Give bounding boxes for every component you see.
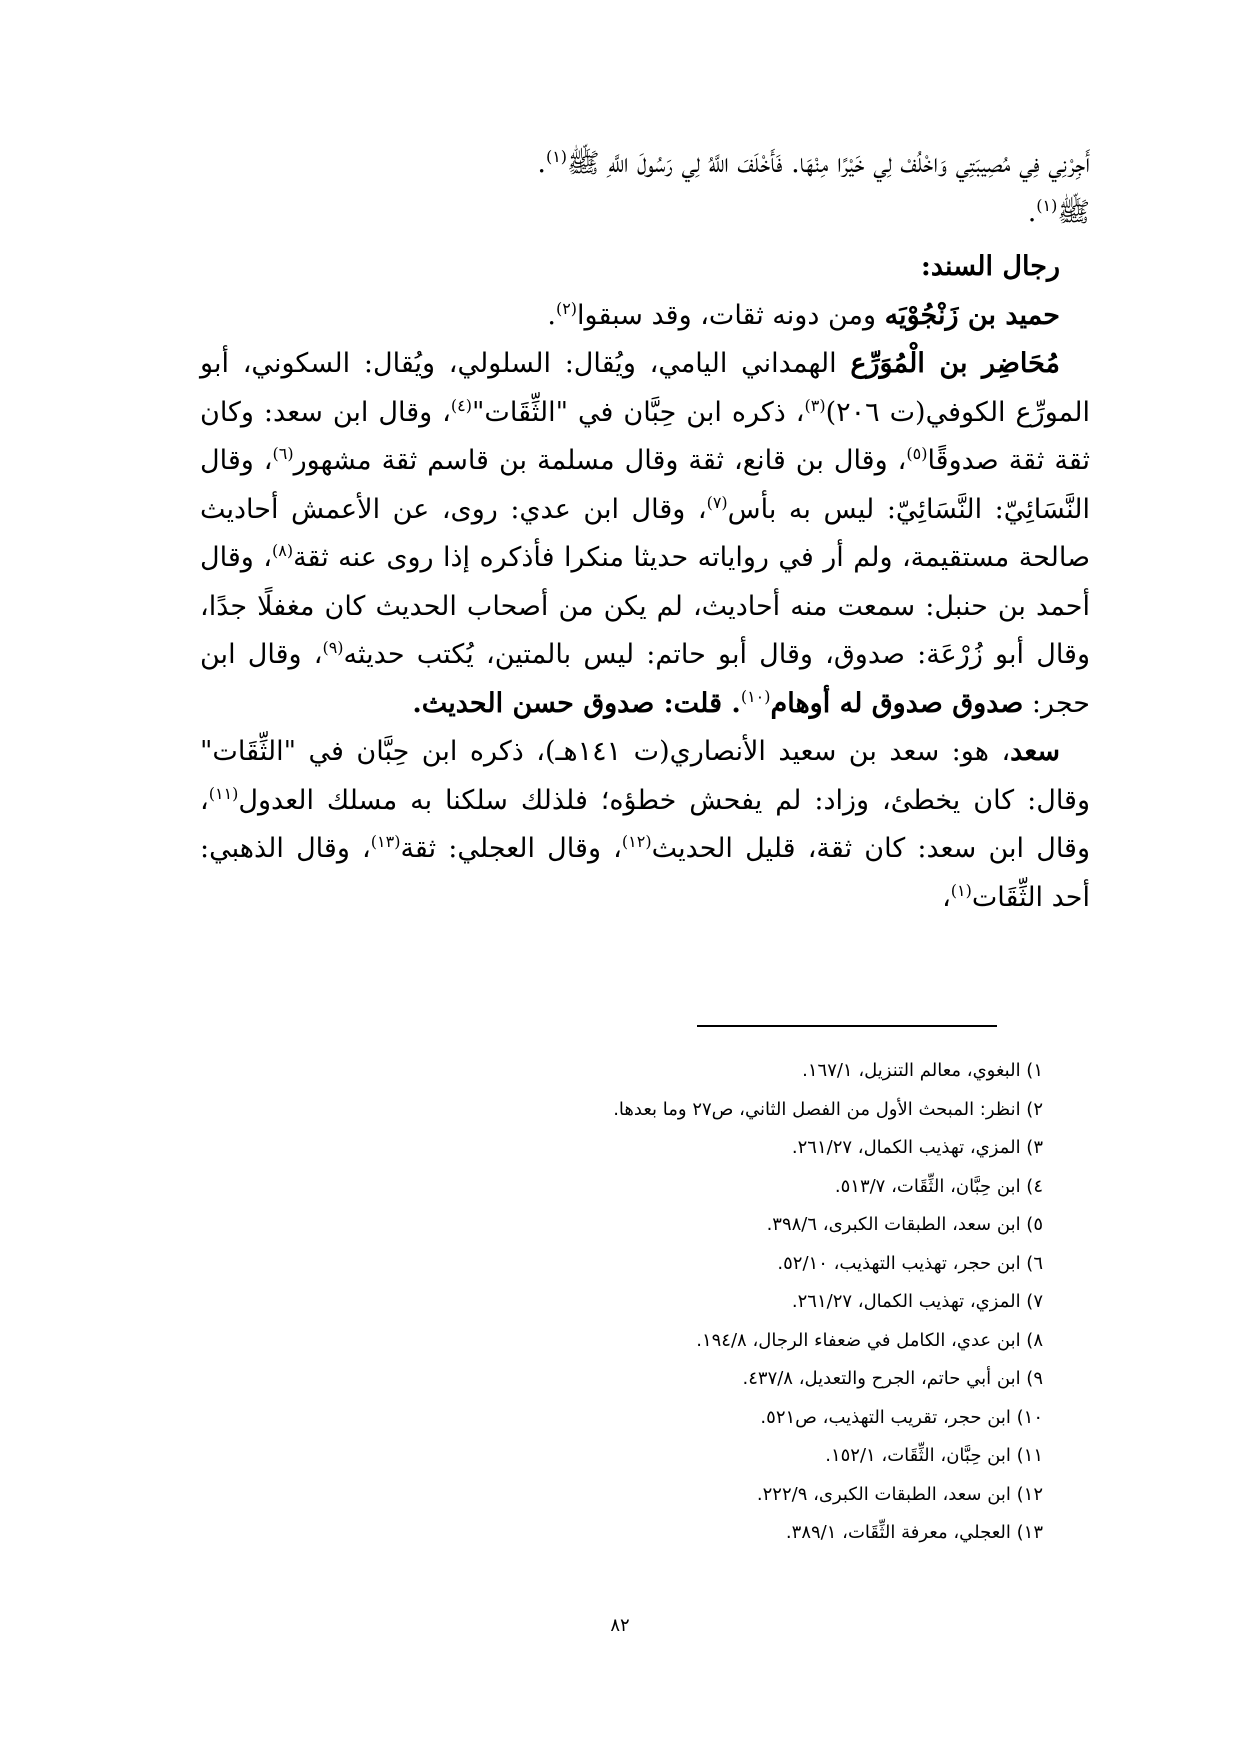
narrator-name: مُحَاضِر بن الْمُوَرِّع [850, 348, 1060, 379]
footnote-separator [697, 1025, 997, 1027]
narrator-name: حميد بن زَنْجُوْيَه [884, 299, 1060, 331]
footnote-ref: (١٠) [740, 686, 771, 706]
footnote-ref: (٦) [272, 444, 294, 463]
paragraph-text: ، وقال أحمد بن حنبل: سمعت منه أحاديث، لم يكن من أصحاب الحديث كان مغفلًا جدًا، وقال أبو زُرْعَة: صدوق، وقال أبو حاتم: ليس بالمتين، يُكتب حديثه [200, 542, 1090, 670]
paragraph-text: ، وقال ابن عدي: روى، عن الأعمش أحاديث صالحة مستقيمة، ولم أر في رواياته حديثا منكرا فأذكره إذا روى عنه ثقة [200, 493, 1090, 573]
footnote-ref: (٥) [906, 444, 928, 463]
punctuation: . [547, 299, 556, 331]
footnote-ref: (٢) [555, 298, 578, 318]
footnote-item: ٢) انظر: المبحث الأول من الفصل الثاني، ص٢٧ وما بعدها. [613, 1098, 1043, 1120]
footnote-ref: (١) [1036, 195, 1058, 215]
paragraph-text: ، وقال ابن حجر: [200, 639, 1090, 719]
paragraph-muhadir [200, 340, 1090, 728]
paragraph-text: الهمداني اليامي، ويُقال: السلولي، ويُقال: السكوني، أبو المورِّع الكوفي(ت ٢٠٦) [200, 348, 1090, 428]
narrator-name: سعد [1010, 736, 1060, 767]
footnote-item: ٨) ابن عدي، الكامل في ضعفاء الرجال، ١٩٤/٨. [696, 1329, 1043, 1351]
punctuation: ، [942, 881, 951, 913]
paragraph-text: ، وقال الذهبي: أحد الثِّقَات [200, 833, 1090, 913]
footnote-item: ١٣) العجلي، معرفة الثِّقَات، ٣٨٩/١. [785, 1522, 1043, 1543]
section-heading: رجال السند: [920, 251, 1060, 282]
paragraph-humaid [200, 292, 1090, 341]
footnote-item: ١٢) ابن سعد، الطبقات الكبرى، ٢٢٢/٩. [756, 1483, 1043, 1505]
page-number: ٨٢ [610, 1615, 630, 1636]
footnote-item: ١) البغوي، معالم التنزيل، ١٦٧/١. [802, 1060, 1043, 1081]
salutation-glyph: ﷺ [1057, 196, 1090, 228]
punctuation: . [537, 148, 546, 179]
footnote-ref: (٤) [450, 395, 472, 415]
footnotes-list [243, 1052, 1043, 1553]
footnote-item: ١١) ابن حِبَّان، الثِّقَات، ١٥٢/١. [825, 1445, 1043, 1466]
footnote-item: ٦) ابن حجر، تهذيب التهذيب، ٥٢/١٠. [777, 1252, 1043, 1274]
paragraph-text: ، وقال العجلي: ثقة [400, 833, 622, 864]
verdict-text: صدوق صدوق له أوهام [770, 687, 1024, 719]
paragraph-text: ، وقال النَّسَائِيّ: النَّسَائِيّ: ليس به بأس [200, 445, 1090, 525]
main-text [200, 140, 1090, 922]
footnote-ref: (١) [950, 880, 972, 900]
footnote-item: ٤) ابن حِبَّان، الثِّقَات، ٥١٣/٧. [834, 1175, 1043, 1197]
footnote-ref: (٣) [804, 395, 826, 415]
footnote-ref: (٩) [322, 638, 344, 657]
footnote-item: ٩) ابن أبي حاتم، الجرح والتعديل، ٤٣٧/٨. [742, 1368, 1043, 1389]
paragraph-saad [200, 728, 1090, 922]
footnote-item: ٧) المزي، تهذيب الكمال، ٢٦١/٢٧. [791, 1291, 1043, 1312]
footnote-ref: (١١) [208, 783, 239, 803]
paragraph-text: ، وقال بن قانع، ثقة وقال مسلمة بن قاسم ثقة مشهور [293, 445, 907, 476]
paragraph-text: ، وقال ابن سعد: وكان ثقة ثقة صدوقًا [200, 396, 1091, 476]
paragraph-text: ، هو: سعد بن سعيد الأنصاري(ت ١٤١هـ)، ذكره ابن حِبَّان في "الثِّقَات" وقال: كان يخطئ، وزاد: لم يفحش خطؤه؛ فلذلك سلكنا به مسلك العدول [200, 736, 1090, 816]
footnote-item: ٣) المزي، تهذيب الكمال، ٢٦١/٢٧. [791, 1137, 1043, 1158]
footnote-item: ٥) ابن سعد، الطبقات الكبرى، ٣٩٨/٦. [766, 1214, 1043, 1235]
punctuation: . [1027, 196, 1037, 228]
paragraph-text: ومن دونه ثقات، وقد سبقوا [577, 299, 885, 331]
footnote-ref: (١) [545, 147, 568, 166]
paragraph-text: ، وقال ابن سعد: كان ثقة، قليل الحديث [200, 784, 1090, 864]
hadith-line-1 [200, 140, 1090, 189]
hadith-text: أَجِرْنِي فِي مُصِيبَتِي وَاخْلُفْ لِي خَيْرًا مِنْهَا. فَأَخْلَفَ اللَّهُ لِي رَسُولَ اللَّهِ ﷺ [567, 148, 1090, 179]
footnote-ref: (١٢) [621, 832, 652, 851]
hadith-line-2 [200, 189, 1090, 238]
footnote-ref: (٧) [706, 492, 728, 512]
verdict-text: . قلت: صدوق حسن الحديث. [412, 687, 741, 719]
paragraph-text: ، ذكره ابن حِبَّان في "الثِّقَات" [472, 396, 805, 428]
footnote-item: ١٠) ابن حجر، تقريب التهذيب، ص٥٢١. [760, 1406, 1043, 1428]
footnote-ref: (٨) [271, 541, 294, 560]
footnote-ref: (١٣) [370, 832, 401, 851]
